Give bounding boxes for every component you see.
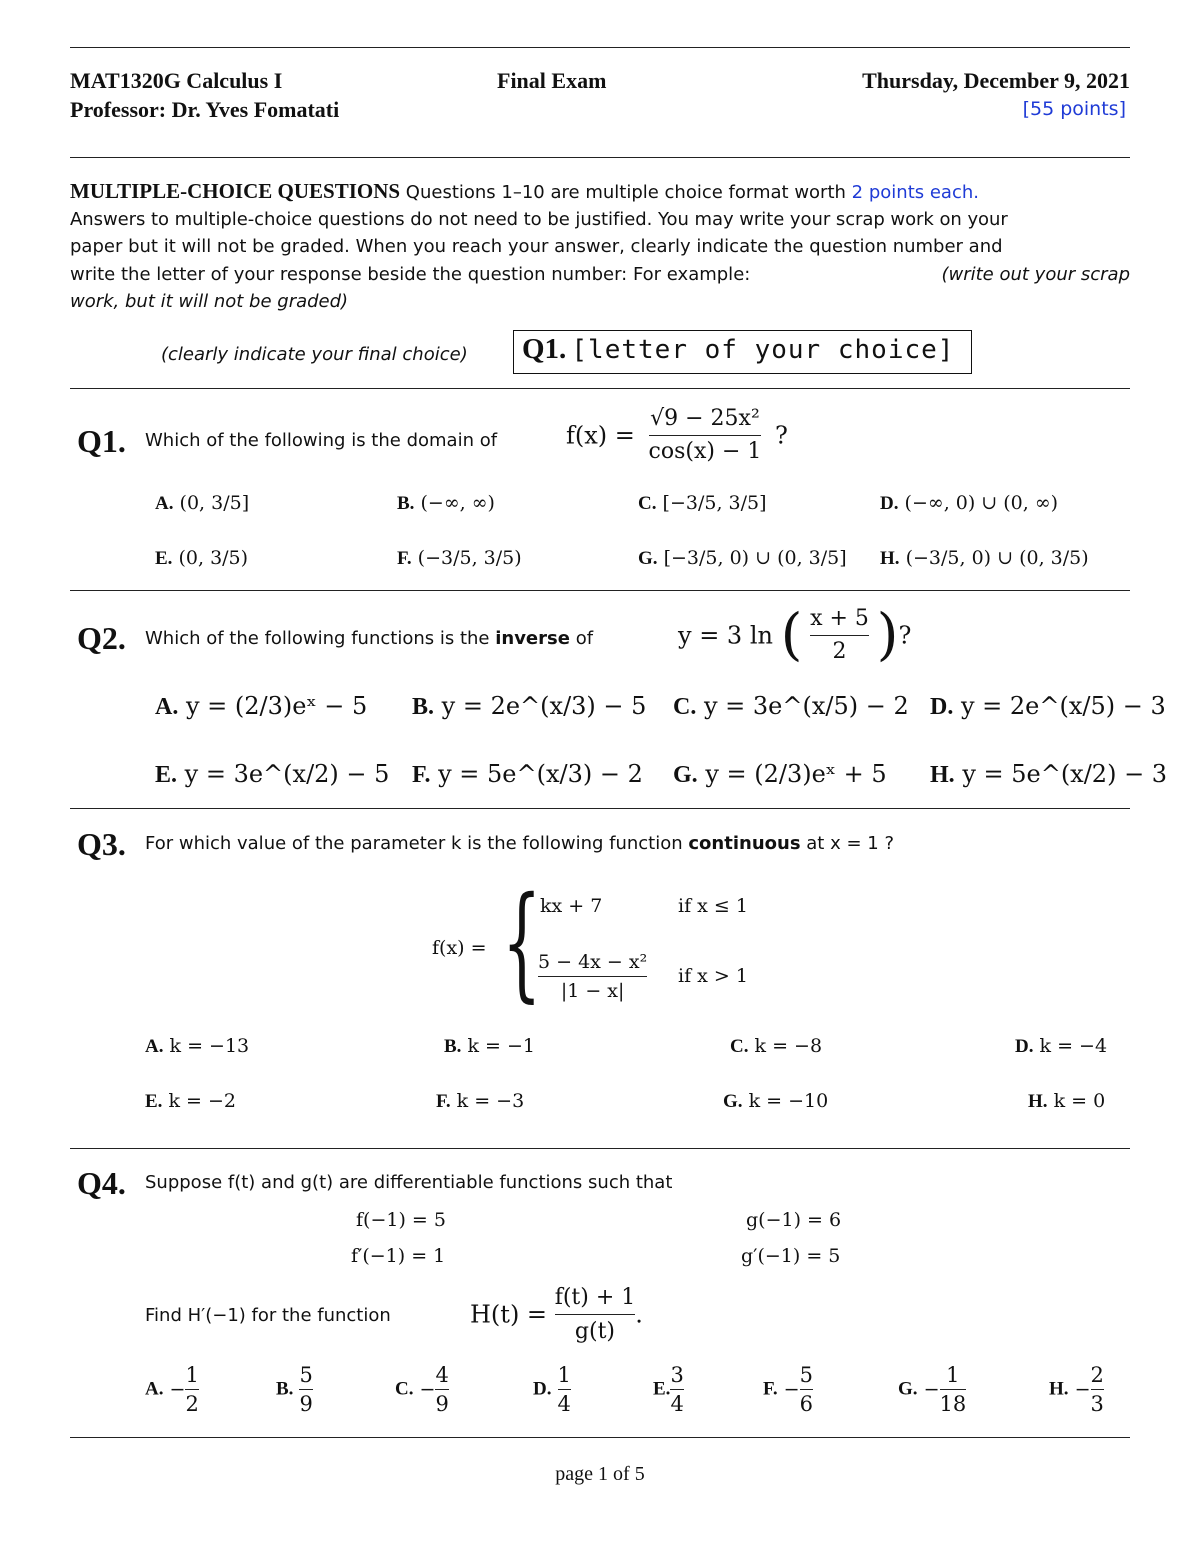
q4-option-g-den: 18 (940, 1389, 967, 1418)
q4-option-g-fraction (940, 1361, 967, 1418)
q2-option-g-letter: G. (673, 762, 698, 788)
q4-option-f-fraction (800, 1361, 813, 1418)
bottom-rule (70, 1437, 1130, 1438)
q3-text-b: at x = 1 ? (806, 833, 894, 854)
instructions-line2: Answers to multiple-choice questions do not need to be justified. You may write your scrap work on your (70, 209, 1008, 230)
q4-option-g-letter: G. (898, 1378, 918, 1400)
q1-function (566, 403, 788, 468)
q2-text-b: of (575, 628, 594, 649)
q2-right-paren: ) (876, 602, 899, 668)
q4-option-b-fraction (299, 1361, 312, 1418)
q4-option-f-sign: − (783, 1378, 800, 1401)
q3-option-a-letter: A. (145, 1036, 164, 1057)
q1-question-text: Which of the following is the domain of (145, 430, 498, 451)
q4-option-h-fraction (1091, 1361, 1104, 1418)
q2-option-a-value: y = (2/3)eˣ − 5 (185, 692, 368, 720)
q3-option-d-value: k = −4 (1039, 1035, 1108, 1057)
q2-option-f[interactable] (412, 760, 643, 789)
q3-number: Q3. (77, 826, 126, 862)
q2-option-d-letter: D. (930, 694, 954, 720)
q2-option-d[interactable] (930, 692, 1166, 721)
q1-option-g-letter: G. (638, 548, 658, 569)
q1-option-d-letter: D. (880, 493, 899, 514)
course-title: MAT1320G Calculus I (70, 68, 283, 93)
q1-option-c[interactable] (638, 492, 767, 515)
q2-option-a-letter: A. (155, 694, 179, 720)
q2-option-b[interactable] (412, 692, 646, 721)
q3-option-e-value: k = −2 (168, 1090, 237, 1112)
page-number: page 1 of 5 (555, 1463, 645, 1485)
q1-option-a[interactable] (155, 492, 249, 515)
q3-option-a-value: k = −13 (169, 1035, 250, 1057)
q2-option-g-value: y = (2/3)eˣ + 5 (705, 760, 887, 788)
q1-option-a-value: (0, 3/5] (179, 492, 250, 514)
q1-option-h[interactable] (880, 547, 1089, 570)
q3-case2-denominator: |1 − x| (538, 976, 647, 1005)
q2-option-h-value: y = 5e^(x/2) − 3 (962, 760, 1168, 788)
q4-option-h-num: 2 (1090, 1363, 1104, 1387)
q1-number: Q1. (77, 423, 126, 459)
q4-option-e-num: 3 (670, 1363, 684, 1387)
q1-option-f-value: (−3/5, 3/5) (417, 547, 522, 569)
q4-option-g-sign: − (923, 1378, 940, 1401)
q3-option-e[interactable] (145, 1090, 236, 1113)
q3-option-f[interactable] (436, 1090, 524, 1113)
q4-top-rule (70, 1148, 1130, 1149)
q4-option-e-fraction (670, 1361, 683, 1418)
q2-numerator: x + 5 (810, 606, 869, 631)
q1-option-c-value: [−3/5, 3/5] (662, 492, 767, 514)
q1-option-h-letter: H. (880, 548, 900, 569)
q3-case2-frac (538, 948, 647, 1005)
q2-function-lhs: y = 3 ln (678, 621, 773, 650)
q4-option-c-sign: − (419, 1378, 436, 1401)
q4-f-prime-value: f′(−1) = 1 (351, 1245, 446, 1267)
q4-option-a-fraction (185, 1361, 198, 1418)
header-rule (70, 157, 1130, 158)
final-choice-note: (clearly indicate your final choice) (161, 344, 468, 365)
q1-option-c-letter: C. (638, 493, 657, 514)
q3-case2-condition: if x > 1 (678, 965, 748, 987)
q1-option-g-value: [−3/5, 0) ∪ (0, 3/5] (663, 547, 847, 569)
q3-option-f-letter: F. (436, 1091, 451, 1112)
q4-option-g[interactable] (898, 1361, 966, 1418)
q4-g-value: g(−1) = 6 (746, 1209, 842, 1231)
q1-option-f-letter: F. (397, 548, 412, 569)
q4-number: Q4. (77, 1165, 126, 1201)
q3-option-c[interactable] (730, 1035, 822, 1058)
q4-option-a-sign: − (169, 1378, 186, 1401)
q4-option-e-letter: E. (653, 1378, 671, 1400)
q4-option-c-num: 4 (435, 1363, 449, 1387)
q1-question-mark: ? (775, 421, 788, 450)
q4-h-fraction (555, 1281, 636, 1348)
q2-option-e[interactable] (155, 760, 389, 789)
q2-option-b-letter: B. (412, 694, 435, 720)
q4-option-f-letter: F. (763, 1378, 778, 1400)
instructions-intro: Questions 1–10 are multiple choice format worth (405, 182, 846, 203)
example-letter-placeholder: [letter of your choice] (571, 335, 955, 365)
q2-function-fraction (810, 603, 869, 668)
q3-option-b-letter: B. (444, 1036, 462, 1057)
q3-question-text (145, 833, 894, 854)
q3-text-a: For which value of the parameter k is the following function (145, 833, 683, 854)
q4-find-text: Find H′(−1) for the function (145, 1305, 391, 1326)
q2-option-f-value: y = 5e^(x/3) − 2 (438, 760, 643, 788)
q3-case1-condition: if x ≤ 1 (678, 895, 748, 917)
q1-option-b-letter: B. (397, 493, 415, 514)
q3-option-f-value: k = −3 (456, 1090, 525, 1112)
q1-option-h-value: (−3/5, 0) ∪ (0, 3/5) (905, 547, 1089, 569)
q1-option-e[interactable] (155, 547, 248, 570)
q3-option-h[interactable] (1028, 1090, 1105, 1113)
points-each: 2 points each. (851, 182, 979, 203)
q4-option-d[interactable] (533, 1361, 571, 1418)
q4-option-b-num: 5 (299, 1363, 313, 1387)
q1-option-d-value: (−∞, 0) ∪ (0, ∞) (904, 492, 1059, 514)
exam-title: Final Exam (497, 68, 607, 93)
q2-option-e-value: y = 3e^(x/2) − 5 (184, 760, 390, 788)
q4-option-c[interactable] (395, 1361, 449, 1418)
q2-question-mark: ? (898, 621, 912, 650)
q4-option-e-den: 4 (670, 1389, 683, 1418)
q3-text-bold: continuous (688, 833, 801, 854)
q3-option-h-value: k = 0 (1053, 1090, 1106, 1112)
q2-question-text (145, 628, 593, 649)
q3-option-c-value: k = −8 (754, 1035, 823, 1057)
q4-option-d-letter: D. (533, 1378, 552, 1400)
q3-option-h-letter: H. (1028, 1091, 1048, 1112)
q4-option-c-fraction (435, 1361, 448, 1418)
q4-option-b-letter: B. (276, 1378, 294, 1400)
q3-option-b-value: k = −1 (467, 1035, 536, 1057)
q2-number: Q2. (77, 620, 126, 656)
q4-option-b-den: 9 (299, 1389, 312, 1418)
q4-f-value: f(−1) = 5 (356, 1209, 446, 1231)
q1-option-e-letter: E. (155, 548, 173, 569)
points-total: [55 points] (1022, 98, 1126, 120)
q2-option-d-value: y = 2e^(x/5) − 3 (960, 692, 1166, 720)
q3-option-g-value: k = −10 (748, 1090, 829, 1112)
q1-option-f[interactable] (397, 547, 522, 570)
q2-option-a[interactable] (155, 692, 367, 721)
q4-option-f-num: 5 (799, 1363, 813, 1387)
q2-left-paren: ( (780, 602, 803, 668)
q2-option-h[interactable] (930, 760, 1167, 789)
q4-option-c-den: 9 (435, 1389, 448, 1418)
q2-text-bold: inverse (495, 628, 570, 649)
instructions-line5: work, but it will not be graded) (70, 291, 349, 312)
q1-function-lhs: f(x) = (566, 421, 635, 450)
q3-option-g[interactable] (723, 1090, 828, 1113)
instructions-line4: write the letter of your response beside the question number: For example: (70, 264, 751, 285)
q1-option-b[interactable] (397, 492, 495, 515)
q4-option-d-den: 4 (558, 1389, 571, 1418)
professor-name: Professor: Dr. Yves Fomatati (70, 97, 340, 122)
q4-option-a-den: 2 (185, 1389, 198, 1418)
q2-option-b-value: y = 2e^(x/3) − 5 (441, 692, 647, 720)
q4-h-numerator: f(t) + 1 (554, 1285, 636, 1310)
q1-function-fraction (649, 403, 762, 468)
q3-case1-expression: kx + 7 (540, 895, 603, 917)
q4-option-a[interactable] (145, 1361, 199, 1418)
q1-option-g[interactable] (638, 547, 847, 570)
q3-option-d[interactable] (1015, 1035, 1107, 1058)
q4-option-e[interactable] (653, 1361, 684, 1418)
exam-date: Thursday, December 9, 2021 (862, 68, 1130, 93)
q2-text-a: Which of the following functions is the (145, 628, 490, 649)
q3-function-lhs: f(x) = (432, 937, 487, 959)
q3-piecewise-brace: { (502, 871, 542, 1015)
example-answer-content (522, 333, 954, 366)
instructions-line1 (70, 178, 979, 207)
q2-option-c-letter: C. (673, 694, 697, 720)
instructions-line4-italic: (write out your scrap (941, 264, 1130, 285)
q2-option-g[interactable] (673, 760, 887, 789)
q3-top-rule (70, 808, 1130, 809)
q2-option-f-letter: F. (412, 762, 431, 788)
q1-option-b-value: (−∞, ∞) (420, 492, 495, 514)
q4-option-b[interactable] (276, 1361, 313, 1418)
q4-option-f[interactable] (763, 1361, 813, 1418)
q2-option-h-letter: H. (930, 762, 955, 788)
q3-option-b[interactable] (444, 1035, 535, 1058)
q4-option-g-num: 1 (946, 1363, 960, 1387)
top-rule (70, 47, 1130, 48)
example-question-number: Q1. (522, 333, 567, 365)
q4-option-a-letter: A. (145, 1378, 164, 1400)
q2-function (678, 603, 911, 668)
q4-question-text: Suppose f(t) and g(t) are differentiable functions such that (145, 1172, 673, 1193)
q3-case2-fraction (538, 948, 647, 1005)
q1-option-d[interactable] (880, 492, 1058, 515)
q1-numerator: √9 − 25x² (650, 406, 760, 431)
q3-case2-numerator: 5 − 4x − x² (538, 951, 648, 973)
q4-option-h-letter: H. (1049, 1378, 1069, 1400)
q3-option-g-letter: G. (723, 1091, 743, 1112)
q4-option-a-num: 1 (185, 1363, 199, 1387)
q3-option-a[interactable] (145, 1035, 249, 1058)
q2-option-e-letter: E. (155, 762, 178, 788)
q4-option-d-num: 1 (557, 1363, 571, 1387)
q1-top-rule (70, 388, 1130, 389)
instructions-heading: MULTIPLE-CHOICE QUESTIONS (70, 179, 401, 203)
q4-option-h[interactable] (1049, 1361, 1104, 1418)
instructions-line3: paper but it will not be graded. When you reach your answer, clearly indicate the question number and (70, 236, 1003, 257)
q4-option-c-letter: C. (395, 1378, 414, 1400)
q4-option-h-den: 3 (1091, 1389, 1104, 1418)
q2-option-c-value: y = 3e^(x/5) − 2 (703, 692, 909, 720)
q1-option-a-letter: A. (155, 493, 174, 514)
q4-h-function (470, 1281, 643, 1348)
q4-h-period: . (635, 1300, 643, 1329)
q4-option-f-den: 6 (800, 1389, 813, 1418)
q4-h-denominator: g(t) (555, 1314, 636, 1348)
q2-option-c[interactable] (673, 692, 909, 721)
q1-option-e-value: (0, 3/5) (178, 547, 249, 569)
q2-top-rule (70, 590, 1130, 591)
q3-option-d-letter: D. (1015, 1036, 1034, 1057)
q1-denominator: cos(x) − 1 (649, 435, 762, 468)
q3-option-c-letter: C. (730, 1036, 749, 1057)
q2-denominator: 2 (810, 635, 869, 668)
q4-h-lhs: H(t) = (470, 1300, 548, 1329)
q3-option-e-letter: E. (145, 1091, 163, 1112)
q4-option-d-fraction (558, 1361, 571, 1418)
q4-g-prime-value: g′(−1) = 5 (741, 1245, 841, 1267)
q4-option-h-sign: − (1074, 1378, 1091, 1401)
